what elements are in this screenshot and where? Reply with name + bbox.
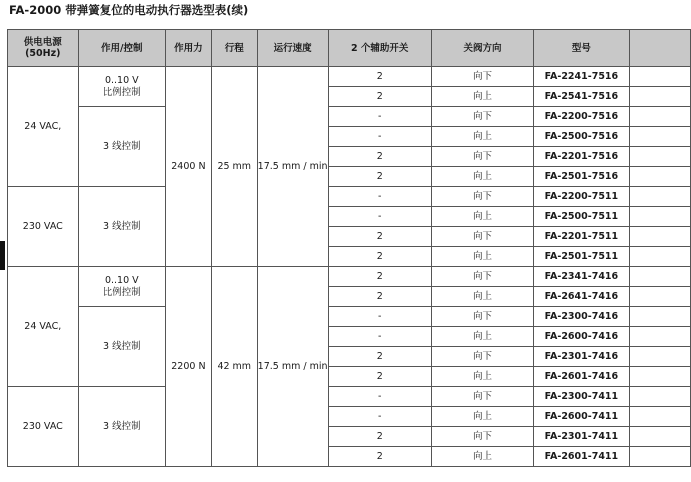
cell-blank [629,307,690,327]
cell-blank [629,67,690,87]
cell-model: FA-2300-7411 [534,387,630,407]
cell-model: FA-2600-7416 [534,327,630,347]
cell-valve-direction: 向上 [431,247,533,267]
cell-valve-direction: 向上 [431,87,533,107]
cell-model: FA-2200-7511 [534,187,630,207]
cell-blank [629,167,690,187]
cell-valve-direction: 向下 [431,267,533,287]
table-header-row [8,30,691,67]
cell-valve-direction: 向下 [431,307,533,327]
cell-speed: 17.5 mm / min [257,67,328,267]
header-stroke: 行程 [211,30,257,67]
cell-blank [629,347,690,367]
selection-table [7,29,691,467]
control-line-2: 比例控制 [102,86,141,98]
cell-model: FA-2501-7511 [534,247,630,267]
cell-model: FA-2301-7416 [534,347,630,367]
cell-model: FA-2601-7411 [534,447,630,467]
cell-control [78,107,165,187]
cell-blank [629,287,690,307]
cell-blank [629,427,690,447]
cell-power: 24 VAC, [8,67,79,187]
header-power [8,30,79,67]
cell-model: FA-2200-7516 [534,107,630,127]
header-force: 作用力 [165,30,211,67]
cell-model: FA-2600-7411 [534,407,630,427]
page-title: FA-2000 带弹簧复位的电动执行器选型表(续) [9,3,249,17]
cell-aux-switch: 2 [328,347,431,367]
cell-valve-direction: 向下 [431,427,533,447]
cell-valve-direction: 向下 [431,147,533,167]
cell-model: FA-2241-7516 [534,67,630,87]
cell-control [78,187,165,267]
cell-control [78,67,165,107]
cell-blank [629,267,690,287]
cell-blank [629,147,690,167]
cell-aux-switch: - [328,327,431,347]
cell-control [78,387,165,467]
cell-control [78,307,165,387]
cell-aux-switch: 2 [328,147,431,167]
cell-force: 2200 N [165,267,211,467]
cell-valve-direction: 向下 [431,347,533,367]
cell-model: FA-2300-7416 [534,307,630,327]
cell-model: FA-2501-7516 [534,167,630,187]
cell-valve-direction: 向上 [431,407,533,427]
control-line-1: 3 线控制 [103,340,141,352]
table-row [8,307,691,327]
cell-aux-switch: - [328,387,431,407]
cell-valve-direction: 向下 [431,387,533,407]
cell-control [78,267,165,307]
cell-valve-direction: 向下 [431,187,533,207]
cell-valve-direction: 向上 [431,327,533,347]
cell-stroke: 25 mm [211,67,257,267]
cell-valve-direction: 向上 [431,447,533,467]
cell-blank [629,327,690,347]
cell-model: FA-2641-7416 [534,287,630,307]
cell-aux-switch: 2 [328,67,431,87]
table-row [8,67,691,87]
control-line-1: 0..10 V [104,74,139,86]
table-row [8,107,691,127]
control-line-1: 0..10 V [104,274,139,286]
cell-model: FA-2301-7411 [534,427,630,447]
cell-valve-direction: 向上 [431,287,533,307]
cell-blank [629,447,690,467]
header-power-label: 供电电源 [23,37,62,48]
cell-blank [629,407,690,427]
header-valve-direction: 关阀方向 [431,30,533,67]
cell-power: 24 VAC, [8,267,79,387]
cell-aux-switch: 2 [328,227,431,247]
cell-model: FA-2201-7511 [534,227,630,247]
cell-aux-switch: - [328,107,431,127]
cell-valve-direction: 向下 [431,227,533,247]
cell-aux-switch: 2 [328,167,431,187]
cell-valve-direction: 向下 [431,107,533,127]
cell-valve-direction: 向上 [431,367,533,387]
cell-aux-switch: - [328,307,431,327]
cell-aux-switch: 2 [328,287,431,307]
cell-blank [629,227,690,247]
cell-valve-direction: 向上 [431,127,533,147]
cell-model: FA-2201-7516 [534,147,630,167]
cell-aux-switch: 2 [328,87,431,107]
control-line-2: 比例控制 [102,286,141,298]
cell-valve-direction: 向上 [431,167,533,187]
header-power-unit: (50Hz) [25,48,61,59]
cell-power: 230 VAC [8,387,79,467]
cell-force: 2400 N [165,67,211,267]
cell-blank [629,127,690,147]
cell-blank [629,87,690,107]
cell-model: FA-2541-7516 [534,87,630,107]
cell-aux-switch: 2 [328,367,431,387]
cell-blank [629,187,690,207]
header-control: 作用/控制 [78,30,165,67]
cell-stroke: 42 mm [211,267,257,467]
cell-aux-switch: 2 [328,427,431,447]
cell-aux-switch: 2 [328,447,431,467]
cell-valve-direction: 向下 [431,67,533,87]
cell-speed: 17.5 mm / min [257,267,328,467]
cell-blank [629,367,690,387]
table-row [8,187,691,207]
control-line-1: 3 线控制 [103,140,141,152]
cell-model: FA-2341-7416 [534,267,630,287]
control-line-1: 3 线控制 [103,420,141,432]
cell-aux-switch: 2 [328,267,431,287]
header-speed: 运行速度 [257,30,328,67]
cell-blank [629,247,690,267]
cell-power: 230 VAC [8,187,79,267]
cell-aux-switch: - [328,207,431,227]
cell-aux-switch: - [328,127,431,147]
cell-aux-switch: - [328,407,431,427]
cell-model: FA-2500-7511 [534,207,630,227]
cell-model: FA-2500-7516 [534,127,630,147]
header-aux-switch: 2 个辅助开关 [328,30,431,67]
header-model: 型号 [534,30,630,67]
cell-model: FA-2601-7416 [534,367,630,387]
control-line-1: 3 线控制 [103,220,141,232]
cell-blank [629,207,690,227]
table-row [8,267,691,287]
cell-aux-switch: - [328,187,431,207]
table-row [8,387,691,407]
cell-aux-switch: 2 [328,247,431,267]
header-blank [629,30,690,67]
margin-marker [0,241,5,270]
table-body [8,67,691,467]
cell-blank [629,387,690,407]
cell-valve-direction: 向上 [431,207,533,227]
cell-blank [629,107,690,127]
